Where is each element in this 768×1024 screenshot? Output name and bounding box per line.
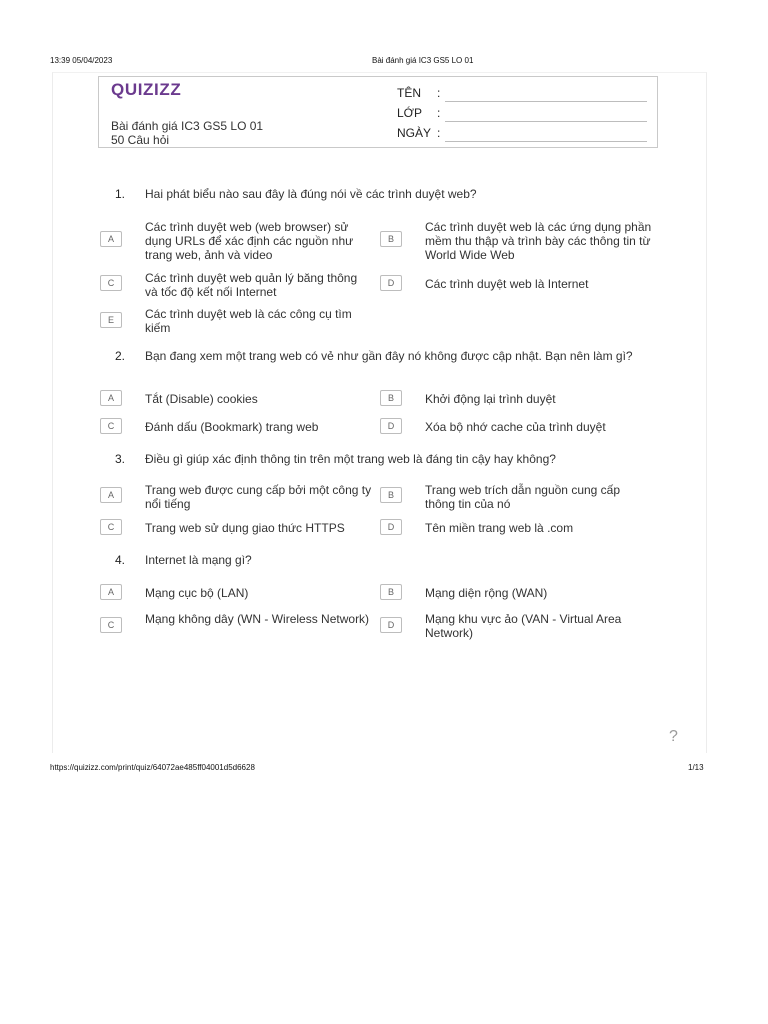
question-text: Internet là mạng gì? [145,553,252,567]
question-text: Bạn đang xem một trang web có vẻ như gần đây nó không được cập nhật. Bạn nên làm gì? [145,349,633,363]
option-letter: D [380,275,402,291]
question-count: 50 Câu hỏi [111,133,170,147]
option-letter: A [100,487,122,503]
option-letter: A [100,231,122,247]
option-text: Trang web trích dẫn nguồn cung cấp thông tin của nó [425,483,621,511]
print-title: Bài đánh giá IC3 GS5 LO 01 [372,56,474,65]
question-text: Điều gì giúp xác định thông tin trên một trang web là đáng tin cậy hay không? [145,452,556,466]
option-text: Khởi động lại trình duyệt [425,392,556,406]
class-label: LỚP [397,106,422,120]
option-text: Trang web sử dụng giao thức HTTPS [145,521,345,535]
option-letter: D [380,617,402,633]
print-datetime: 13:39 05/04/2023 [50,56,113,65]
question-number: 1. [115,187,126,201]
option-letter: E [100,312,122,328]
question-number: 4. [115,553,126,567]
question-number: 3. [115,452,126,466]
quiz-title: Bài đánh giá IC3 GS5 LO 01 [111,119,264,133]
page-number: 1/13 [688,763,704,772]
question-number: 2. [115,349,126,363]
help-icon[interactable]: ? [669,728,678,745]
option-text: Mạng khu vực ảo (VAN - Virtual Area Network) [425,612,622,640]
option-text: Trang web được cung cấp bởi một công ty nổi tiếng [145,483,372,511]
option-letter: C [100,275,122,291]
option-text: Mạng không dây (WN - Wireless Network) [145,612,370,626]
option-letter: C [100,617,122,633]
class-line [445,121,647,122]
option-text: Các trình duyệt web là Internet [425,277,589,291]
date-label: NGÀY [397,126,432,140]
option-text: Các trình duyệt web quản lý băng thông và tốc độ kết nối Internet [145,271,358,299]
class-field[interactable] [397,106,647,122]
class-colon: : [437,106,441,120]
option-text: Tắt (Disable) cookies [145,392,258,406]
name-field[interactable] [397,86,647,102]
date-colon: : [437,126,441,140]
option-letter: B [380,390,402,406]
option-text: Mạng cục bộ (LAN) [145,586,249,600]
question-text: Hai phát biểu nào sau đây là đúng nói về các trình duyệt web? [145,187,477,201]
print-url: https://quizizz.com/print/quiz/64072ae485ff04001d5d6628 [50,763,255,772]
quizizz-logo: QUIZIZZ [111,80,182,99]
option-letter: C [100,418,122,434]
date-field[interactable] [397,126,647,142]
date-line [445,141,647,142]
option-letter: B [380,487,402,503]
option-text: Mạng diện rộng (WAN) [425,586,548,600]
option-text: Các trình duyệt web là các ứng dụng phần mềm thu thập và trình bày các thông tin từ World Wide Web [425,220,652,262]
quiz-header [98,76,658,148]
option-letter: B [380,584,402,600]
option-letter: C [100,519,122,535]
option-letter: D [380,418,402,434]
option-text: Xóa bộ nhớ cache của trình duyệt [425,420,606,434]
option-letter: B [380,231,402,247]
option-text: Các trình duyệt web (web browser) sử dụng URLs để xác định các nguồn như trang web, ảnh và video [145,220,354,262]
option-text: Các trình duyệt web là các công cụ tìm kiếm [145,307,352,335]
name-line [445,101,647,102]
name-label: TÊN [397,86,421,100]
option-text: Tên miền trang web là .com [425,521,574,535]
option-text: Đánh dấu (Bookmark) trang web [145,420,319,434]
option-letter: A [100,584,122,600]
page-frame [52,72,707,753]
name-colon: : [437,86,441,100]
option-letter: A [100,390,122,406]
option-letter: D [380,519,402,535]
